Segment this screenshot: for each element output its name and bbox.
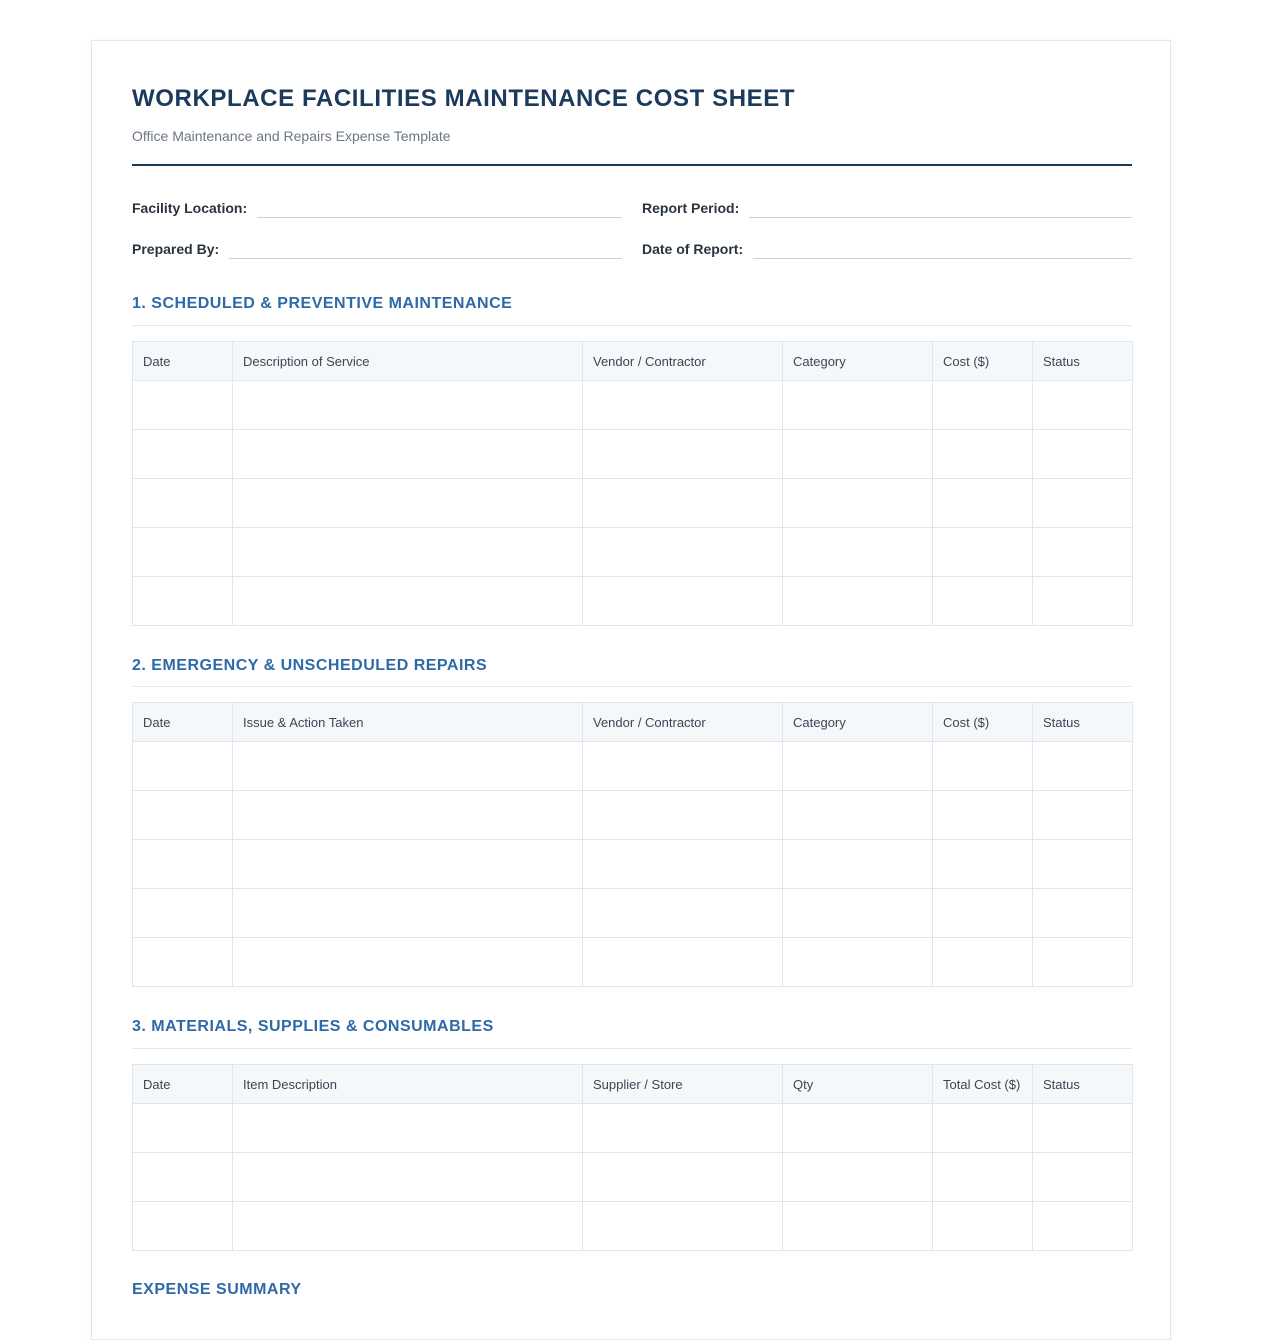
- table-cell[interactable]: [133, 791, 233, 840]
- table-row: [133, 1104, 1133, 1153]
- table-cell[interactable]: [133, 840, 233, 889]
- table-row: [133, 840, 1133, 889]
- document-subtitle: Office Maintenance and Repairs Expense Template: [132, 128, 451, 144]
- table-cell[interactable]: [783, 577, 933, 626]
- table-cell[interactable]: [233, 430, 583, 479]
- table-cell[interactable]: [1033, 791, 1133, 840]
- table-row: [133, 938, 1133, 987]
- table-row: [133, 889, 1133, 938]
- table-cell[interactable]: [1033, 840, 1133, 889]
- table-cell[interactable]: [783, 889, 933, 938]
- table-cell[interactable]: [933, 479, 1033, 528]
- date-of-report-label: Date of Report:: [642, 241, 744, 257]
- table-cell[interactable]: [233, 1202, 583, 1251]
- table-cell[interactable]: [583, 1202, 783, 1251]
- table-row: [133, 381, 1133, 430]
- table-cell[interactable]: [933, 430, 1033, 479]
- column-header: Date: [133, 1065, 233, 1104]
- table-cell[interactable]: [133, 479, 233, 528]
- expense-summary-title: EXPENSE SUMMARY: [132, 1281, 302, 1298]
- table-cell[interactable]: [133, 1202, 233, 1251]
- table-cell[interactable]: [1033, 742, 1133, 791]
- prepared-by-line[interactable]: [229, 234, 622, 259]
- section-3-title: 3. MATERIALS, SUPPLIES & CONSUMABLES: [132, 1018, 494, 1035]
- report-period-label: Report Period:: [642, 200, 740, 216]
- table-row: [133, 577, 1133, 626]
- report-period-line[interactable]: [749, 193, 1132, 218]
- table-header-row: [133, 1065, 1133, 1104]
- table-cell[interactable]: [133, 577, 233, 626]
- table-cell[interactable]: [933, 1153, 1033, 1202]
- table-cell[interactable]: [133, 430, 233, 479]
- column-header: Date: [133, 342, 233, 381]
- meta-row-1: [132, 194, 1132, 218]
- table-cell[interactable]: [783, 742, 933, 791]
- table-cell[interactable]: [233, 1153, 583, 1202]
- prepared-by-field[interactable]: [132, 235, 622, 259]
- table-cell[interactable]: [133, 1104, 233, 1153]
- title-divider: [132, 164, 1132, 166]
- table-cell[interactable]: [133, 889, 233, 938]
- column-header: Supplier / Store: [583, 1065, 783, 1104]
- table-cell[interactable]: [933, 381, 1033, 430]
- report-period-field[interactable]: [642, 194, 1132, 218]
- section-2-divider: [132, 686, 1132, 687]
- table-cell[interactable]: [583, 381, 783, 430]
- table-cell[interactable]: [1033, 528, 1133, 577]
- date-of-report-field[interactable]: [642, 235, 1132, 259]
- table-cell[interactable]: [783, 791, 933, 840]
- table-cell[interactable]: [783, 479, 933, 528]
- table-cell[interactable]: [583, 742, 783, 791]
- table-cell[interactable]: [1033, 577, 1133, 626]
- table-cell[interactable]: [233, 577, 583, 626]
- table-cell[interactable]: [1033, 381, 1133, 430]
- table-cell[interactable]: [583, 889, 783, 938]
- table-cell[interactable]: [133, 1153, 233, 1202]
- table-cell[interactable]: [133, 742, 233, 791]
- table-cell[interactable]: [233, 381, 583, 430]
- column-header: Total Cost ($): [933, 1065, 1033, 1104]
- column-header: Category: [783, 342, 933, 381]
- section-1-table: [132, 341, 1133, 626]
- table-cell[interactable]: [783, 840, 933, 889]
- table-cell[interactable]: [1033, 1153, 1133, 1202]
- section-2-title: 2. EMERGENCY & UNSCHEDULED REPAIRS: [132, 657, 488, 674]
- column-header: Category: [783, 703, 933, 742]
- table-cell[interactable]: [1033, 1202, 1133, 1251]
- table-cell[interactable]: [233, 1104, 583, 1153]
- table-cell[interactable]: [933, 577, 1033, 626]
- column-header: Qty: [783, 1065, 933, 1104]
- meta-row-2: [132, 235, 1132, 259]
- table-cell[interactable]: [583, 577, 783, 626]
- table-cell[interactable]: [933, 840, 1033, 889]
- facility-location-field[interactable]: [132, 194, 622, 218]
- date-of-report-line[interactable]: [753, 234, 1132, 259]
- facility-location-line[interactable]: [257, 193, 622, 218]
- table-cell[interactable]: [133, 528, 233, 577]
- table-row: [133, 742, 1133, 791]
- document-sheet: [91, 40, 1171, 1340]
- table-cell[interactable]: [933, 742, 1033, 791]
- column-header: Status: [1033, 342, 1133, 381]
- table-cell[interactable]: [583, 1104, 783, 1153]
- table-cell[interactable]: [583, 430, 783, 479]
- table-cell[interactable]: [933, 938, 1033, 987]
- table-cell[interactable]: [133, 938, 233, 987]
- table-cell[interactable]: [933, 791, 1033, 840]
- table-cell[interactable]: [933, 1202, 1033, 1251]
- column-header: Vendor / Contractor: [583, 342, 783, 381]
- table-cell[interactable]: [1033, 889, 1133, 938]
- section-1-title: 1. SCHEDULED & PREVENTIVE MAINTENANCE: [132, 295, 513, 312]
- column-header: Status: [1033, 1065, 1133, 1104]
- section-3-table: [132, 1064, 1133, 1251]
- prepared-by-label: Prepared By:: [132, 241, 220, 257]
- table-cell[interactable]: [1033, 479, 1133, 528]
- table-row: [133, 430, 1133, 479]
- table-row: [133, 1202, 1133, 1251]
- document-title: WORKPLACE FACILITIES MAINTENANCE COST SHEET: [132, 85, 796, 112]
- table-row: [133, 791, 1133, 840]
- table-cell[interactable]: [933, 528, 1033, 577]
- table-cell[interactable]: [583, 938, 783, 987]
- table-cell[interactable]: [233, 889, 583, 938]
- table-cell[interactable]: [233, 791, 583, 840]
- table-cell[interactable]: [1033, 430, 1133, 479]
- table-cell[interactable]: [783, 381, 933, 430]
- column-header: Date: [133, 703, 233, 742]
- table-cell[interactable]: [783, 1104, 933, 1153]
- table-cell[interactable]: [783, 430, 933, 479]
- table-cell[interactable]: [583, 1153, 783, 1202]
- table-cell[interactable]: [783, 1153, 933, 1202]
- column-header: Cost ($): [933, 342, 1033, 381]
- table-cell[interactable]: [233, 528, 583, 577]
- table-cell[interactable]: [233, 938, 583, 987]
- table-cell[interactable]: [583, 840, 783, 889]
- facility-location-label: Facility Location:: [132, 200, 248, 216]
- table-row: [133, 528, 1133, 577]
- table-cell[interactable]: [233, 479, 583, 528]
- table-cell[interactable]: [783, 938, 933, 987]
- table-cell[interactable]: [1033, 1104, 1133, 1153]
- table-cell[interactable]: [1033, 938, 1133, 987]
- section-3-divider: [132, 1048, 1132, 1049]
- table-cell[interactable]: [783, 528, 933, 577]
- table-cell[interactable]: [233, 840, 583, 889]
- section-1-divider: [132, 325, 1132, 326]
- table-cell[interactable]: [933, 889, 1033, 938]
- table-cell[interactable]: [783, 1202, 933, 1251]
- table-cell[interactable]: [583, 528, 783, 577]
- table-header-row: [133, 342, 1133, 381]
- column-header: Status: [1033, 703, 1133, 742]
- column-header: Issue & Action Taken: [233, 703, 583, 742]
- table-row: [133, 479, 1133, 528]
- table-row: [133, 1153, 1133, 1202]
- column-header: Vendor / Contractor: [583, 703, 783, 742]
- table-cell[interactable]: [933, 1104, 1033, 1153]
- table-cell[interactable]: [233, 742, 583, 791]
- table-cell[interactable]: [583, 479, 783, 528]
- column-header: Item Description: [233, 1065, 583, 1104]
- table-cell[interactable]: [583, 791, 783, 840]
- table-header-row: [133, 703, 1133, 742]
- table-cell[interactable]: [133, 381, 233, 430]
- section-2-table: [132, 702, 1133, 987]
- column-header: Description of Service: [233, 342, 583, 381]
- column-header: Cost ($): [933, 703, 1033, 742]
